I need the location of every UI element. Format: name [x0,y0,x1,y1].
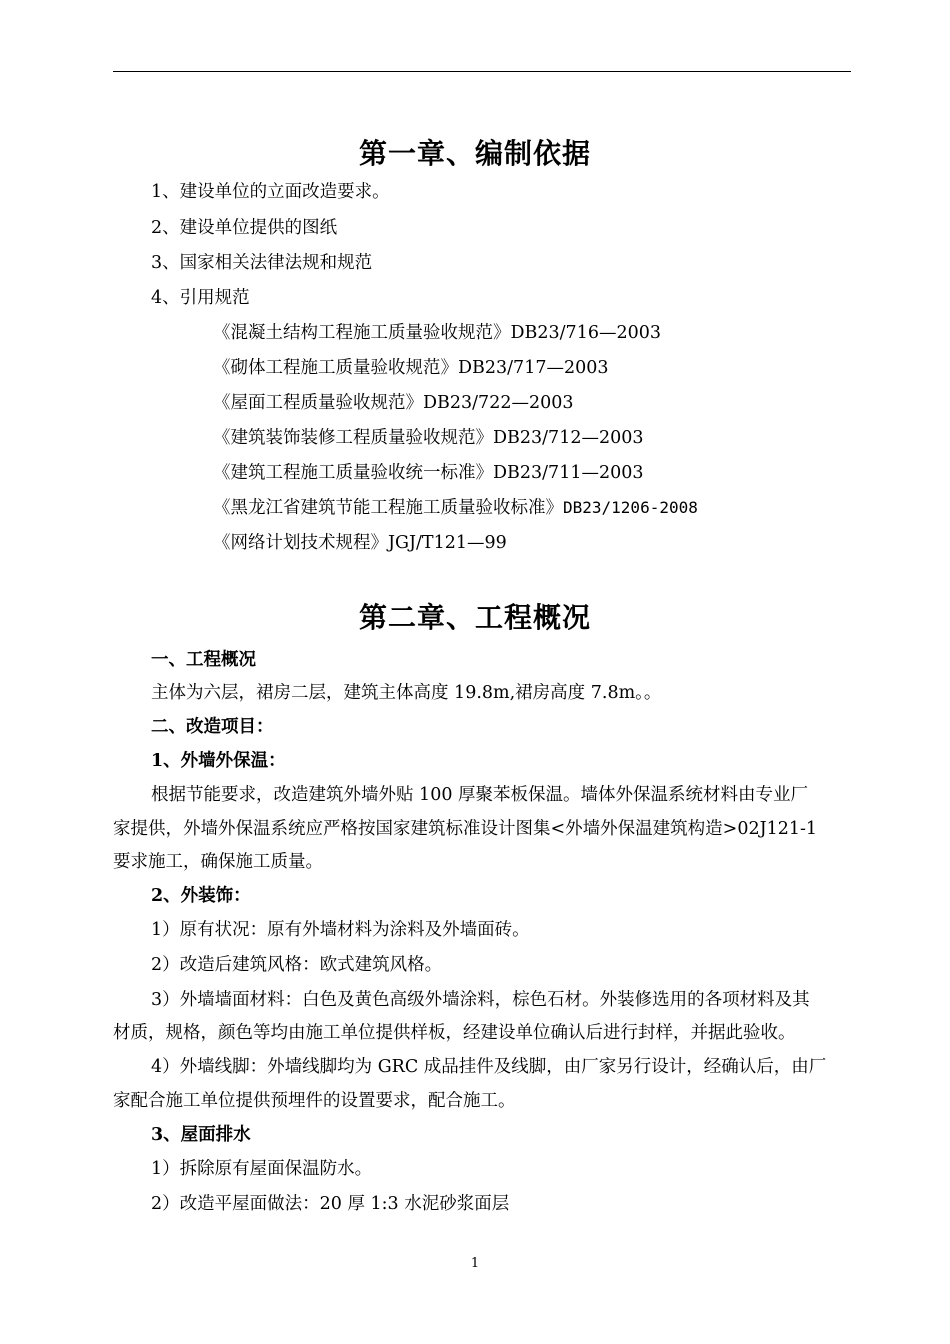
section-heading-overview: 一、工程概况 [151,650,256,670]
insulation-line-2: 家提供，外墙外保温系统应严格按国家建筑标准设计图集<外墙外保温建筑构造>02J121-1 [113,819,818,839]
decoration-item-3-line-1: 3）外墙墙面材料：白色及黄色高级外墙涂料，棕色石材。外装修选用的各项材料及其 [151,990,810,1010]
insulation-line-3: 要求施工，确保施工质量。 [113,852,323,872]
standard-6-title: 《黑龙江省建筑节能工程施工质量验收标准》 [213,498,563,518]
subsection-decoration: 2、外装饰： [151,886,251,906]
basis-item-1: 1、建设单位的立面改造要求。 [151,182,390,202]
standard-6-code: DB23/1206-2008 [563,498,698,517]
decoration-item-4-line-1: 4）外墙线脚：外墙线脚均为 GRC 成品挂件及线脚，由厂家另行设计，经确认后，由厂 [151,1057,827,1077]
subsection-roof-drainage: 3、屋面排水 [151,1125,251,1145]
decoration-item-4-line-2: 家配合施工单位提供预埋件的设置要求，配合施工。 [113,1091,516,1111]
basis-item-2: 2、建设单位提供的图纸 [151,218,338,238]
chapter-2-title: 第二章、工程概况 [358,601,591,634]
standard-3: 《屋面工程质量验收规范》DB23/722—2003 [213,393,574,413]
standard-4: 《建筑装饰装修工程质量验收规范》DB23/712—2003 [213,428,644,448]
decoration-item-3-line-2: 材质，规格，颜色等均由施工单位提供样板，经建设单位确认后进行封样，并据此验收。 [113,1023,796,1043]
section-heading-renovation: 二、改造项目： [151,717,274,737]
roof-item-1: 1）拆除原有屋面保温防水。 [151,1159,373,1179]
header-rule [113,71,851,72]
overview-text: 主体为六层，裙房二层，建筑主体高度 19.8m,裙房高度 7.8m。。 [151,683,662,703]
basis-item-4: 4、引用规范 [151,288,250,308]
standard-1: 《混凝土结构工程施工质量验收规范》DB23/716—2003 [213,323,661,343]
roof-item-2: 2）改造平屋面做法：20 厚 1:3 水泥砂浆面层 [151,1194,510,1214]
decoration-item-1: 1）原有状况：原有外墙材料为涂料及外墙面砖。 [151,920,530,940]
page-number: 1 [470,1256,480,1271]
standard-5: 《建筑工程施工质量验收统一标准》DB23/711—2003 [213,463,644,483]
basis-item-3: 3、国家相关法律法规和规范 [151,253,373,273]
standard-7: 《网络计划技术规程》JGJ/T121—99 [213,533,507,553]
chapter-1-title: 第一章、编制依据 [358,137,591,170]
standard-2: 《砌体工程施工质量验收规范》DB23/717—2003 [213,358,609,378]
subsection-insulation: 1、外墙外保温： [151,751,286,771]
standard-6 [213,496,698,520]
decoration-item-2: 2）改造后建筑风格：欧式建筑风格。 [151,955,443,975]
insulation-line-1: 根据节能要求，改造建筑外墙外贴 100 厚聚苯板保温。墙体外保温系统材料由专业厂 [151,785,809,805]
